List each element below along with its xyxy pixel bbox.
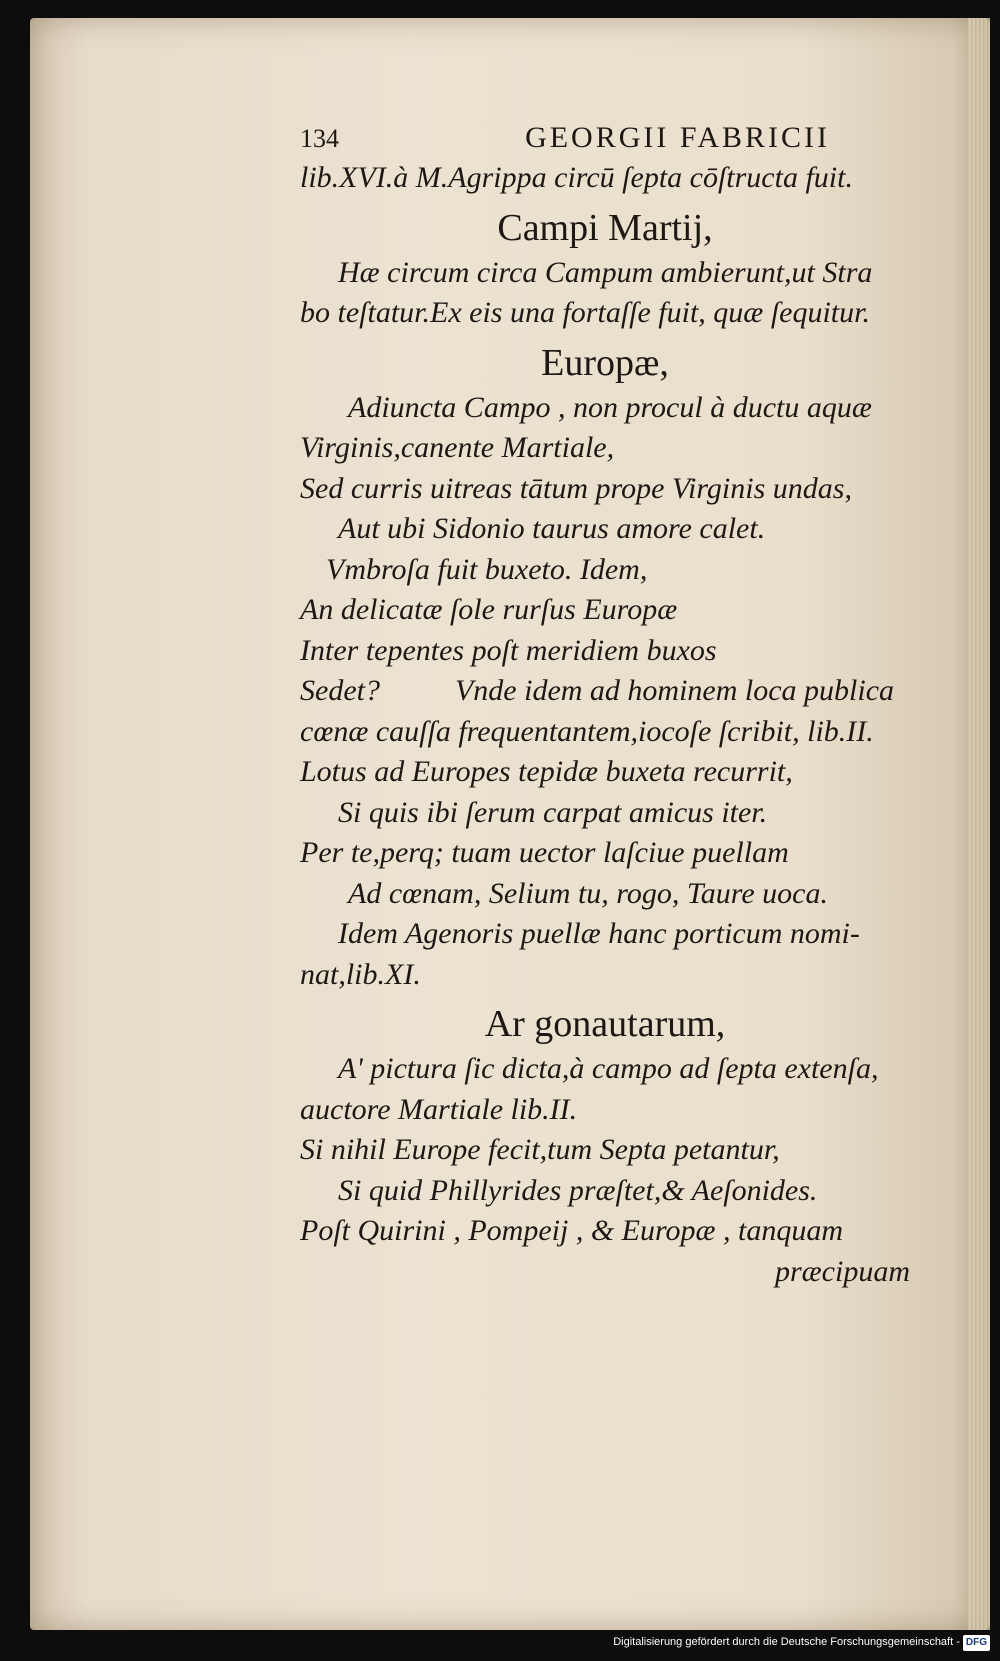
- section-heading: Europæ,: [541, 341, 669, 384]
- page-text: [300, 118, 950, 1292]
- page-number: 134: [300, 124, 339, 153]
- digitization-credit: [570, 1634, 990, 1651]
- text-line: Vmbroſa fuit buxeto. Idem,: [326, 552, 648, 586]
- text-line: A' pictura ſic dicta,à campo ad ſepta extenſa,: [338, 1052, 879, 1085]
- page-edge: [968, 18, 990, 1630]
- text-line: Poſt Quirini , Pompeij , & Europæ , tanquam: [300, 1214, 844, 1247]
- section-heading: Campi Martij,: [497, 206, 713, 249]
- catchword: præcipuam: [775, 1254, 910, 1288]
- verse-line: Aut ubi Sidonio taurus amore calet.: [338, 512, 766, 545]
- text-line: lib.XVI.à M.Agrippa circū ſepta cōſtructa fuit.: [300, 161, 853, 194]
- running-header: [300, 118, 830, 158]
- text-line: auctore Martiale lib.II.: [300, 1092, 578, 1126]
- text-line: Sedet? Vnde idem ad hominem loca publica: [300, 674, 895, 707]
- verse-line: Sed curris uitreas tātum prope Virginis undas,: [300, 471, 852, 505]
- verse-line: Si nihil Europe fecit,tum Septa petantur,: [300, 1133, 780, 1166]
- verse-line: Ad cœnam, Selium tu, rogo, Taure uoca.: [348, 876, 828, 910]
- dfg-logo: DFG: [963, 1635, 990, 1651]
- text-line: Hæ circum circa Campum ambierunt,ut Stra: [338, 255, 873, 289]
- running-title: GEORGII FABRICII: [525, 121, 830, 154]
- verse-line: Si quis ibi ſerum carpat amicus iter.: [338, 795, 768, 829]
- text-line: bo teſtatur.Ex eis una fortaſſe fuit, quæ ſequitur.: [300, 296, 870, 329]
- verse-line: Lotus ad Europes tepidæ buxeta recurrit,: [300, 755, 793, 788]
- verse-line: An delicatæ ſole rurſus Europæ: [300, 593, 678, 626]
- verse-line: Si quid Phillyrides præſtet,& Aeſonides.: [338, 1173, 818, 1207]
- verse-line: Per te,perq; tuam uector laſciue puellam: [300, 836, 789, 869]
- text-line: Idem Agenoris puellæ hanc porticum nomi-: [338, 917, 860, 950]
- section-heading: Ar gonautarum,: [484, 1003, 726, 1045]
- verse-line: Inter tepentes poſt meridiem buxos: [300, 633, 717, 667]
- credit-text: Digitalisierung gefördert durch die Deutsche Forschungsgemeinschaft -: [613, 1636, 960, 1648]
- text-line: cœnæ cauſſa frequentantem,iocoſe ſcribit, lib.II.: [300, 714, 874, 748]
- text-line: Adiuncta Campo , non procul à ductu aquæ: [348, 390, 872, 424]
- text-line: nat,lib.XI.: [300, 957, 421, 991]
- text-line: Virginis,canente Martiale,: [300, 431, 615, 464]
